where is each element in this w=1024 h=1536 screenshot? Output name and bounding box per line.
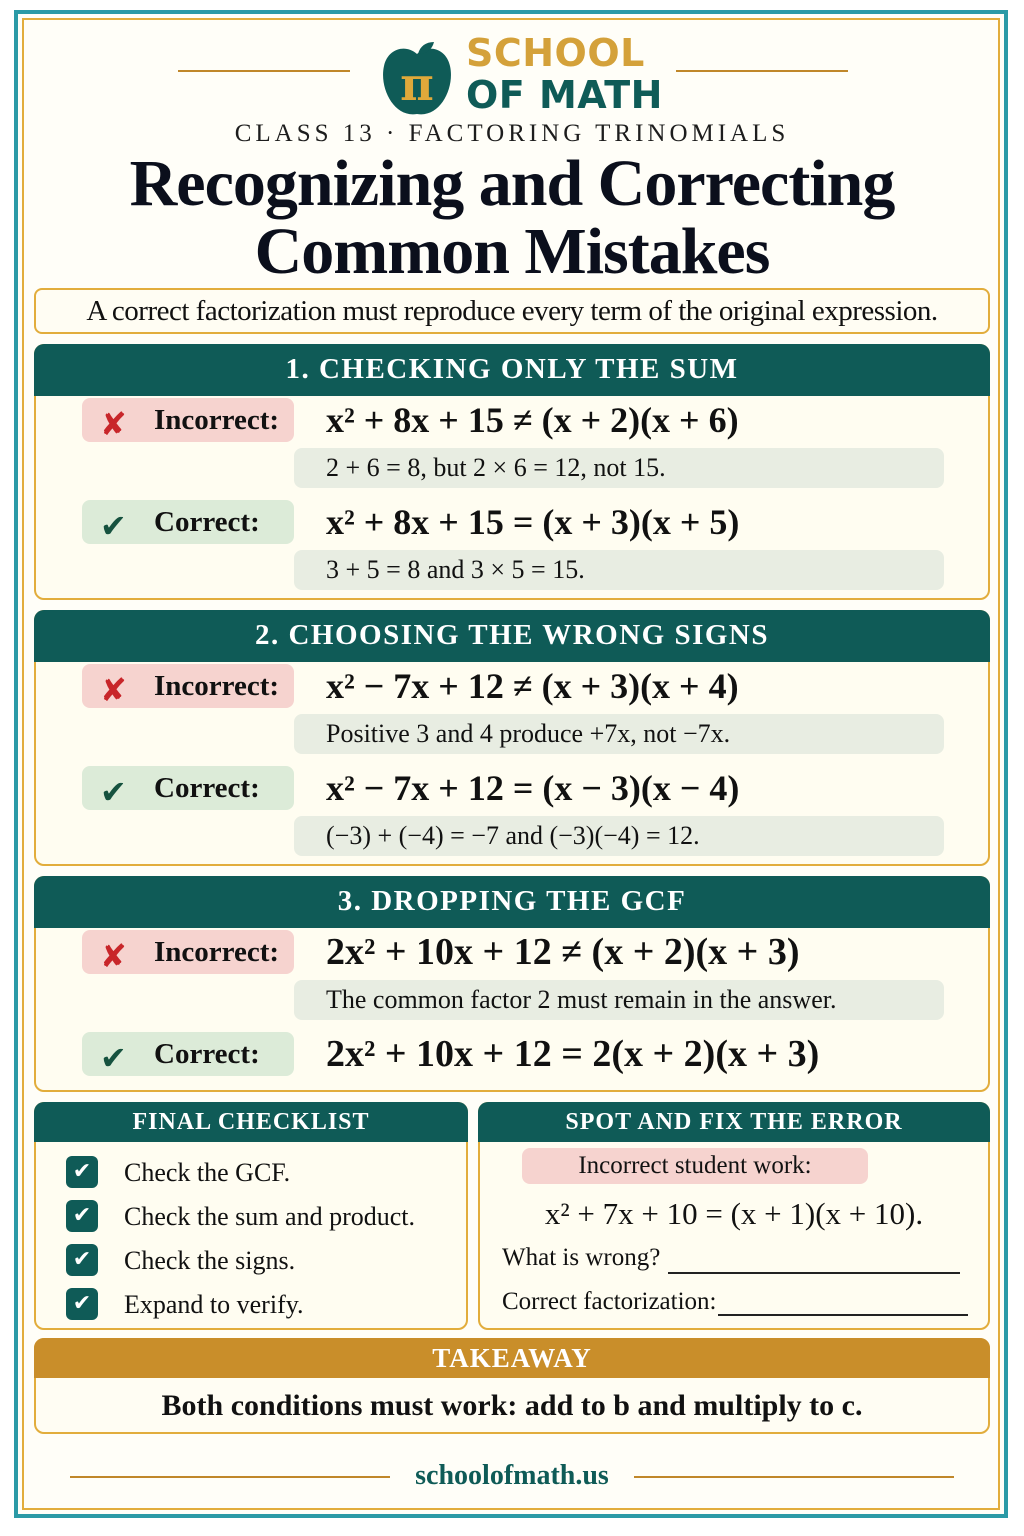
checkbox-checked-icon: ✔ <box>66 1244 98 1276</box>
correct-label-text: Correct: <box>154 1038 260 1070</box>
takeaway-box <box>34 1338 990 1434</box>
correct-label <box>82 766 294 810</box>
incorrect-label <box>82 664 294 708</box>
correct-label <box>82 500 294 544</box>
question-correct-factorization: Correct factorization: <box>502 1288 717 1315</box>
header-rule-left <box>178 70 350 72</box>
incorrect-label <box>82 398 294 442</box>
checklist-item-text: Expand to verify. <box>124 1290 304 1319</box>
final-checklist-panel <box>34 1102 468 1330</box>
correct-label <box>82 1032 294 1076</box>
checkbox-checked-icon: ✔ <box>66 1288 98 1320</box>
cross-icon: ✘ <box>100 405 127 443</box>
incorrect-label-text: Incorrect: <box>154 936 280 968</box>
cross-icon: ✘ <box>100 671 127 709</box>
section-wrong-signs <box>34 610 990 866</box>
footer-url[interactable]: schoolofmath.us <box>415 1460 609 1491</box>
page-title <box>0 147 1024 288</box>
section-heading: 2. CHOOSING THE WRONG SIGNS <box>34 610 990 662</box>
correct-label-text: Correct: <box>154 772 260 804</box>
checklist-item-text: Check the sum and product. <box>124 1202 415 1231</box>
incorrect-label-text: Incorrect: <box>154 404 280 436</box>
title-line2: Common Mistakes <box>254 215 770 288</box>
correct-note: (−3) + (−4) = −7 and (−3)(−4) = 12. <box>294 816 944 856</box>
answer-blank-1[interactable] <box>668 1272 960 1274</box>
correct-note: 3 + 5 = 8 and 3 × 5 = 15. <box>294 550 944 590</box>
incorrect-label-text: Incorrect: <box>154 670 280 702</box>
brand-wordmark <box>466 31 663 117</box>
answer-blank-2[interactable] <box>718 1314 968 1316</box>
incorrect-equation: 2x² + 10x + 12 ≠ (x + 2)(x + 3) <box>326 931 800 973</box>
correct-label-text: Correct: <box>154 506 260 538</box>
class-eyebrow: CLASS 13 · FACTORING TRINOMIALS <box>234 120 790 147</box>
brand-line2: OF MATH <box>466 73 663 117</box>
section-checking-sum <box>34 344 990 600</box>
checkbox-checked-icon: ✔ <box>66 1156 98 1188</box>
takeaway-text: Both conditions must work: add to b and multiply to c. <box>161 1389 863 1422</box>
logo-pi-glyph: π <box>400 57 434 111</box>
takeaway-heading: TAKEAWAY <box>34 1338 990 1378</box>
question-what-wrong: What is wrong? <box>502 1244 661 1271</box>
incorrect-note: Positive 3 and 4 produce +7x, not −7x. <box>294 714 944 754</box>
intro-banner: A correct factorization must reproduce every term of the original expression. <box>34 288 990 334</box>
student-equation: x² + 7x + 10 = (x + 1)(x + 10). <box>544 1196 924 1231</box>
spot-error-panel <box>478 1102 990 1330</box>
check-icon: ✔ <box>100 507 127 545</box>
correct-equation: x² + 8x + 15 = (x + 3)(x + 5) <box>326 502 740 542</box>
header-rule-right <box>676 70 848 72</box>
incorrect-equation: x² + 8x + 15 ≠ (x + 2)(x + 6) <box>326 400 739 440</box>
checklist-item-text: Check the signs. <box>124 1246 296 1275</box>
brand-line1: SCHOOL <box>466 31 645 75</box>
cross-icon: ✘ <box>100 937 127 975</box>
check-icon: ✔ <box>100 773 127 811</box>
check-icon: ✔ <box>100 1039 127 1077</box>
incorrect-equation: x² − 7x + 12 ≠ (x + 3)(x + 4) <box>326 666 739 706</box>
incorrect-work-tag: Incorrect student work: <box>522 1148 868 1184</box>
apple-pi-logo-icon <box>376 40 458 122</box>
checklist-item-text: Check the GCF. <box>124 1158 291 1187</box>
incorrect-note: 2 + 6 = 8, but 2 × 6 = 12, not 15. <box>294 448 944 488</box>
title-line1: Recognizing and Correcting <box>129 147 895 220</box>
checklist-heading: FINAL CHECKLIST <box>34 1102 468 1142</box>
incorrect-label <box>82 930 294 974</box>
checkbox-checked-icon: ✔ <box>66 1200 98 1232</box>
correct-equation: x² − 7x + 12 = (x − 3)(x − 4) <box>326 768 740 808</box>
correct-equation: 2x² + 10x + 12 = 2(x + 2)(x + 3) <box>326 1033 820 1075</box>
incorrect-note: The common factor 2 must remain in the answer. <box>294 980 944 1020</box>
section-heading: 3. DROPPING THE GCF <box>34 876 990 928</box>
spot-heading: SPOT AND FIX THE ERROR <box>478 1102 990 1142</box>
section-heading: 1. CHECKING ONLY THE SUM <box>34 344 990 396</box>
section-dropping-gcf <box>34 876 990 1092</box>
